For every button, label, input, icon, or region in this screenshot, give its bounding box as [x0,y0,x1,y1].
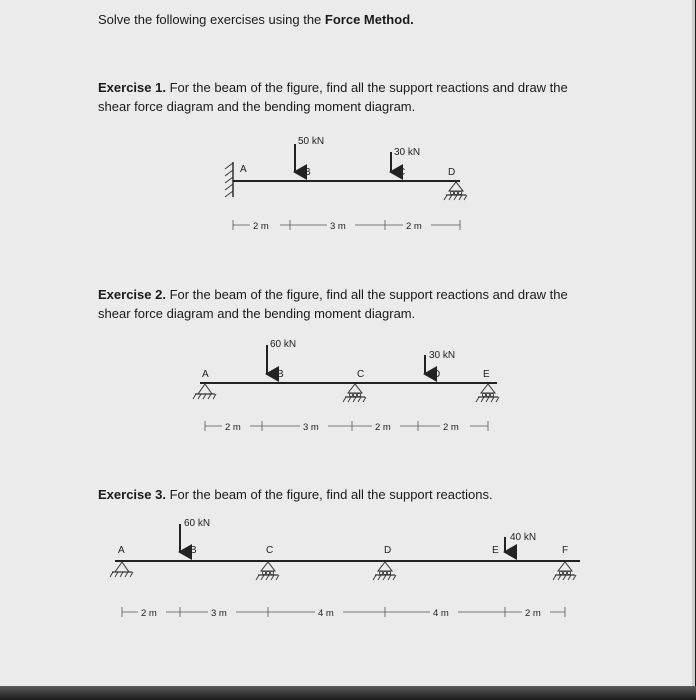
roller-support-d [373,562,396,580]
exercise-2-title: Exercise 2. [98,287,166,302]
dimension-de: 4 m [433,608,449,619]
exercise-1-beam [225,136,467,232]
load-label-b: 60 kN [270,339,297,350]
point-a: A [202,369,209,380]
point-f: F [562,545,569,556]
dimension-ef: 2 m [525,608,541,619]
pin-support-a [110,562,133,577]
dimension-bc: 3 m [303,422,319,433]
dimension-ab: 2 m [141,608,157,619]
point-b: B [277,369,284,380]
roller-support-e [476,384,499,402]
exercise-1-text: Exercise 1. For the beam of the figure, find all the support reactions and draw the shear force diagram and the bending moment diagram. [98,80,568,114]
point-b: B [304,167,311,178]
roller-support-f [553,562,576,580]
roller-support-c [343,384,366,402]
point-d: D [384,545,392,556]
exercise-3-text: Exercise 3. For the beam of the figure, find all the support reactions. [98,487,493,502]
point-c: C [266,545,274,556]
pin-support-a [193,384,216,399]
instructions: Solve the following exercises using the Force Method. [98,12,414,27]
load-label-d: 30 kN [429,350,456,361]
point-e: E [492,545,499,556]
dimension-cd: 2 m [375,422,391,433]
load-label-e: 40 kN [510,532,537,543]
point-d: D [448,167,456,178]
load-label-c: 30 kN [394,147,421,158]
point-a: A [118,545,125,556]
load-label-b: 60 kN [184,518,211,529]
dimension-cd: 4 m [318,608,334,619]
exercise-3-title: Exercise 3. [98,487,166,502]
exercise-2-beam [193,339,499,433]
dimension-bc: 3 m [330,221,346,232]
point-c: C [357,369,365,380]
point-c: C [398,167,406,178]
point-a: A [240,164,247,175]
dimension-ab: 2 m [225,422,241,433]
load-label-b: 50 kN [298,136,325,147]
point-e: E [483,369,490,380]
roller-support-d [444,182,467,200]
dimension-cd: 2 m [406,221,422,232]
point-d: D [433,369,441,380]
exercise-1-title: Exercise 1. [98,80,166,95]
photo-bottom-edge [0,686,696,700]
exercise-3-beam [110,518,580,619]
exercise-2-text: Exercise 2. For the beam of the figure, find all the support reactions and draw the shear force diagram and the bending moment diagram. [98,287,568,321]
dimension-de: 2 m [443,422,459,433]
roller-support-c [256,562,279,580]
point-b: B [190,545,197,556]
dimension-ab: 2 m [253,221,269,232]
dimension-bc: 3 m [211,608,227,619]
